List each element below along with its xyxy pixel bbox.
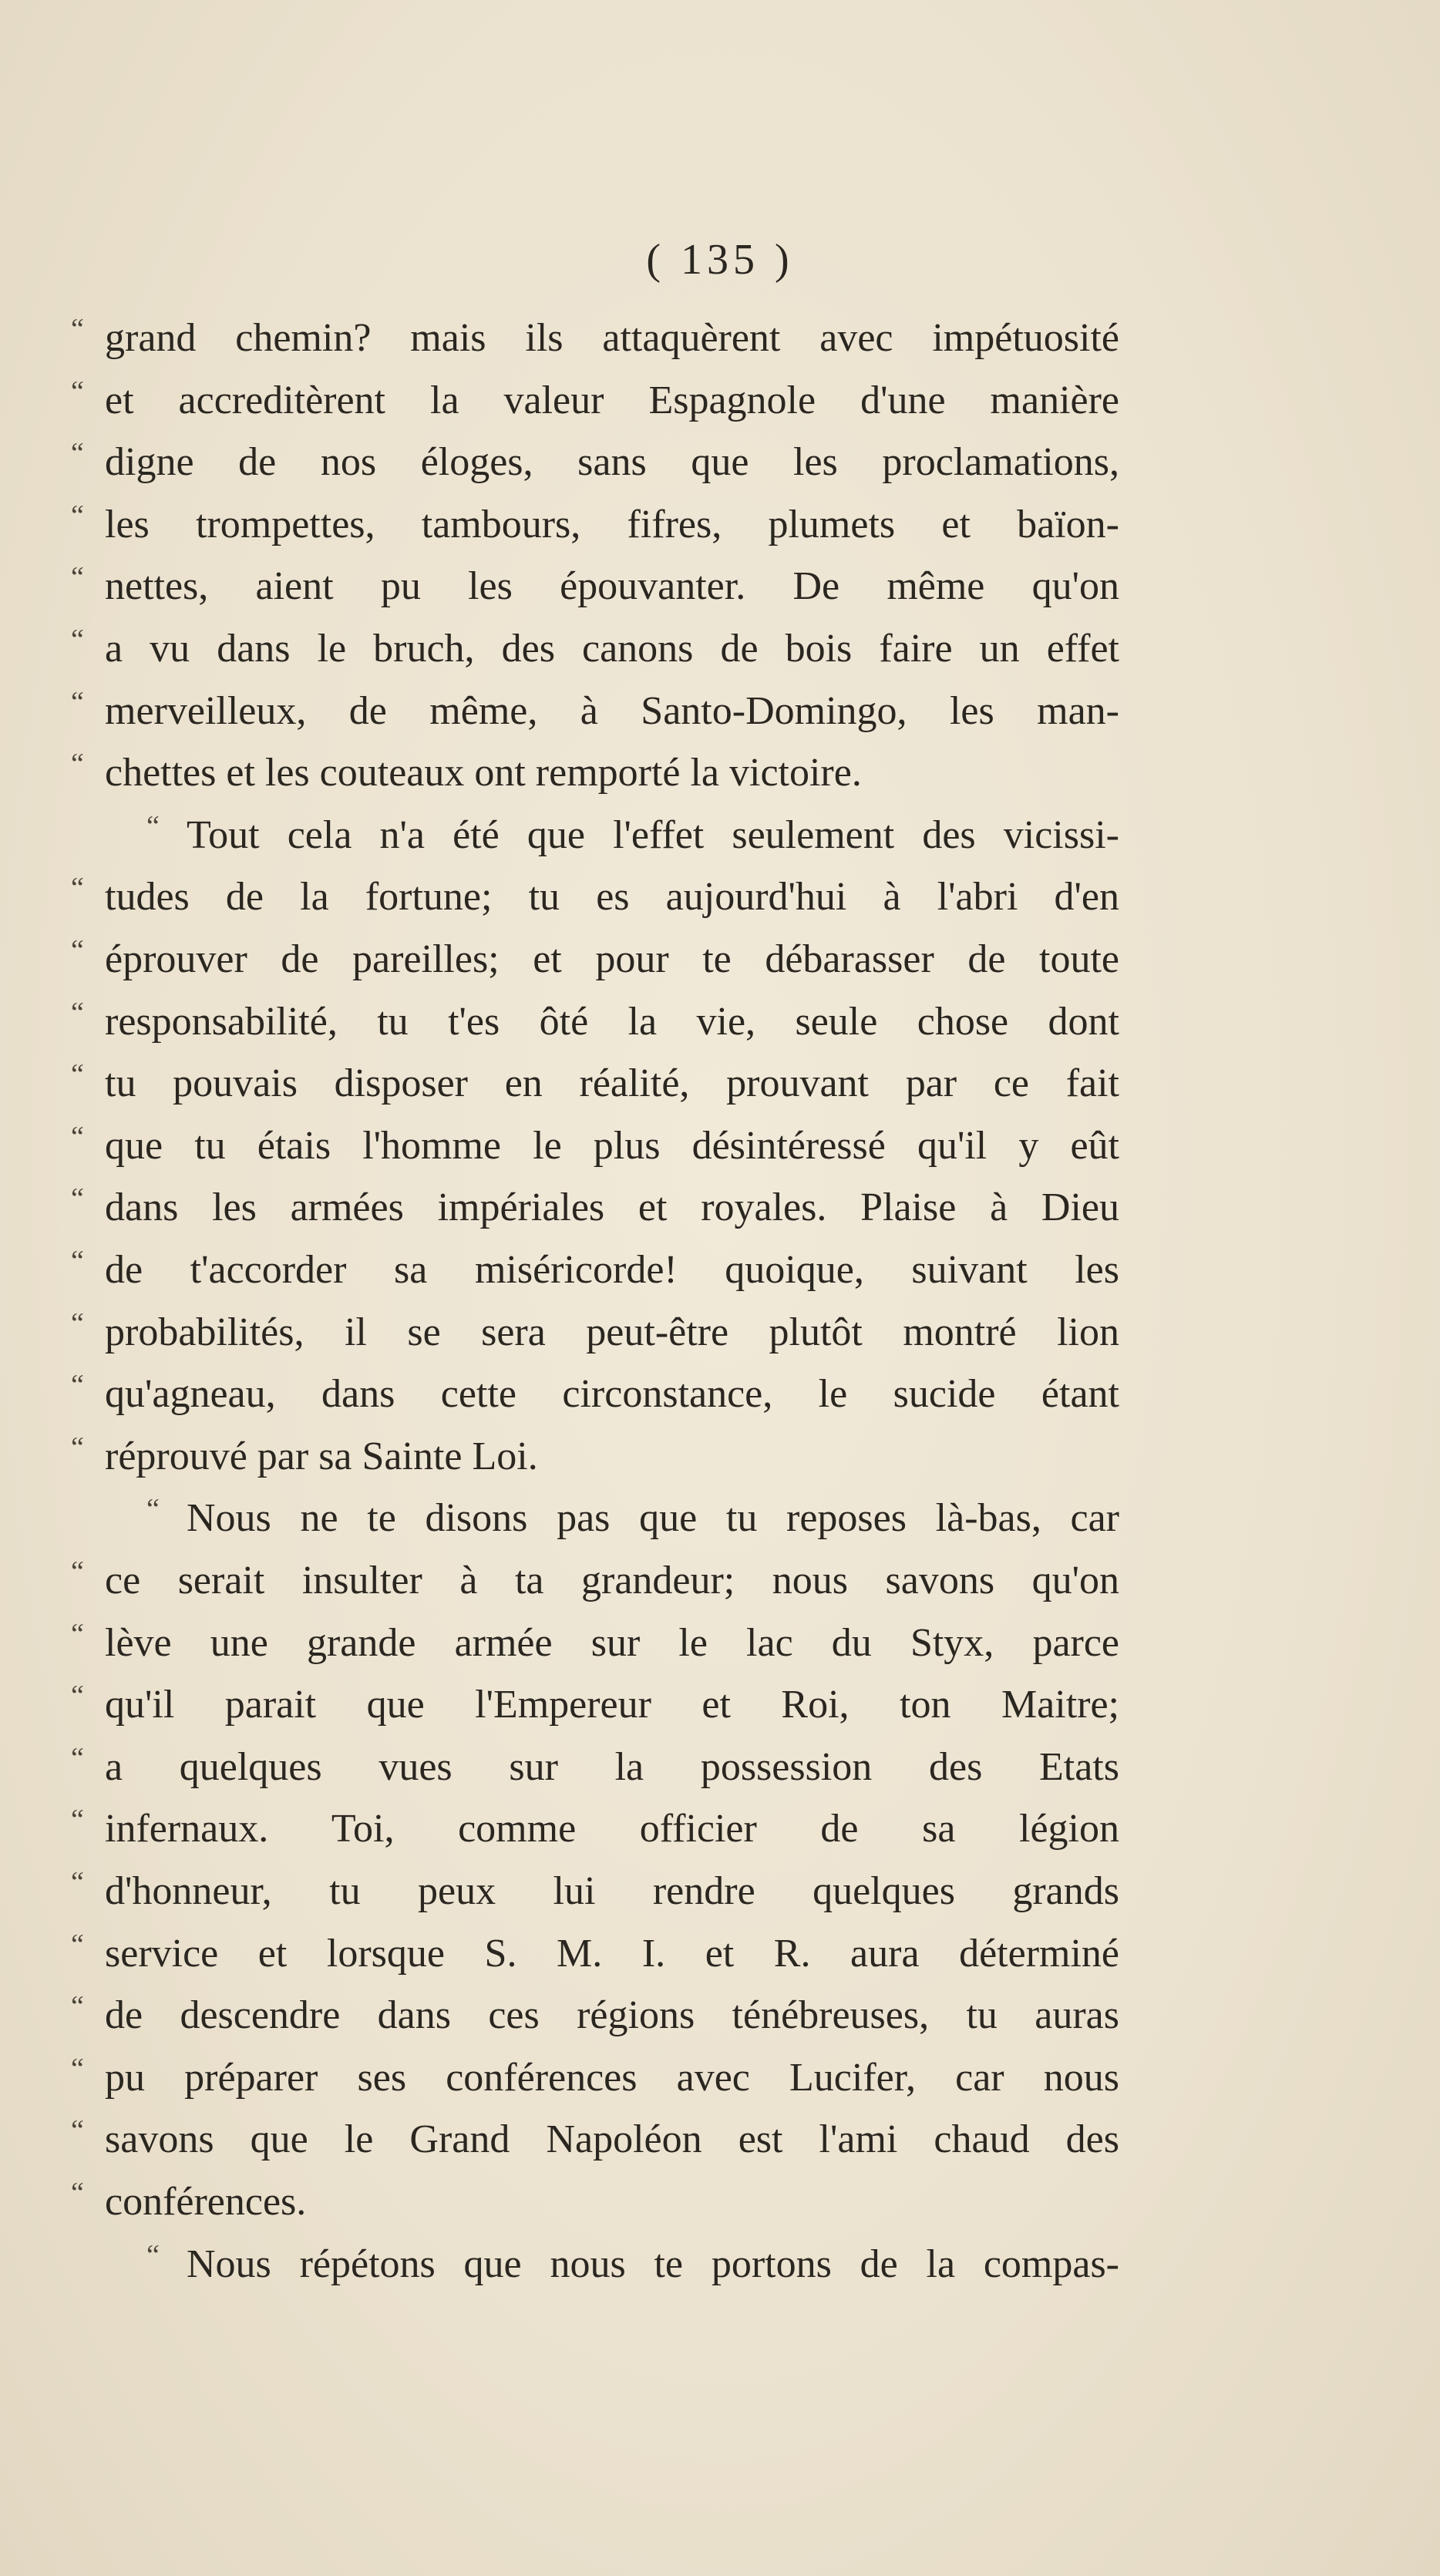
- text-line: [71, 436, 1119, 493]
- text-line: [71, 312, 1119, 369]
- text-line: [71, 1182, 1119, 1239]
- quote-mark: “: [71, 1928, 84, 1961]
- quote-mark: “: [71, 996, 84, 1029]
- text-line: [71, 1431, 1119, 1488]
- quote-mark: “: [71, 872, 84, 905]
- line-text: responsabilité, tu t'es ôté la vie, seule chose dont: [105, 999, 1119, 1044]
- line-text: et accreditèrent la valeur Espagnole d'une manière: [105, 378, 1119, 422]
- text-line: [71, 2052, 1119, 2109]
- text-line: [71, 499, 1119, 556]
- quote-mark: “: [71, 1058, 84, 1091]
- line-text: a quelques vues sur la possession des Etats: [105, 1744, 1119, 1789]
- quote-mark: “: [71, 2052, 84, 2085]
- quote-mark: “: [71, 2177, 84, 2209]
- text-line: [71, 1928, 1119, 1985]
- quote-mark: “: [71, 561, 84, 594]
- text-line: [71, 1803, 1119, 1860]
- text-line: [71, 375, 1119, 432]
- text-line: [71, 2238, 1119, 2295]
- line-text: éprouver de pareilles; et pour te débarasser de toute: [105, 937, 1119, 981]
- quote-mark: “: [71, 1245, 84, 1277]
- line-text: lève une grande armée sur le lac du Styx, parce: [105, 1620, 1119, 1665]
- quote-mark: “: [71, 685, 84, 718]
- quote-mark: “: [71, 1741, 84, 1774]
- quote-mark: “: [71, 1866, 84, 1898]
- line-text: Nous ne te disons pas que tu reposes là-bas, car: [187, 1496, 1119, 1541]
- page-number: ( 135 ): [646, 236, 794, 284]
- line-text: a vu dans le bruch, des canons de bois faire un effet: [105, 627, 1119, 671]
- quote-mark: “: [71, 437, 84, 470]
- line-text: conférences.: [105, 2180, 307, 2224]
- quote-mark: “: [71, 934, 84, 967]
- quote-mark: “: [71, 1617, 84, 1650]
- line-text: tu pouvais disposer en réalité, prouvant par ce fait: [105, 1061, 1119, 1106]
- line-text: grand chemin? mais ils attaquèrent avec impétuosité: [105, 316, 1119, 360]
- text-line: [71, 1679, 1119, 1736]
- line-text: de descendre dans ces régions ténébreuses, tu auras: [105, 1993, 1119, 2038]
- quote-mark: “: [146, 809, 160, 842]
- line-text: dans les armées impériales et royales. Plaise à Dieu: [105, 1185, 1119, 1230]
- text-line: [71, 1120, 1119, 1177]
- text-line: [71, 560, 1119, 617]
- quote-mark: “: [71, 2114, 84, 2147]
- quote-mark: “: [71, 1680, 84, 1713]
- quote-mark: “: [71, 499, 84, 532]
- line-text: probabilités, il se sera peut-être plutôt montré lion: [105, 1310, 1119, 1354]
- quote-mark: “: [71, 1804, 84, 1837]
- line-text: pu préparer ses conférences avec Lucifer, car nous: [105, 2055, 1119, 2100]
- text-line: [71, 1058, 1119, 1115]
- line-text: réprouvé par sa Sainte Loi.: [105, 1434, 538, 1478]
- text-line: [71, 1555, 1119, 1612]
- line-text: nettes, aient pu les épouvanter. De même qu'on: [105, 564, 1119, 609]
- text-line: [71, 933, 1119, 990]
- line-text: ce serait insulter à ta grandeur; nous savons qu'on: [105, 1559, 1119, 1602]
- quote-mark: “: [71, 313, 84, 345]
- quote-mark: “: [71, 1306, 84, 1340]
- line-text: digne de nos éloges, sans que les proclamations,: [105, 440, 1119, 485]
- quote-mark: “: [71, 1431, 84, 1464]
- text-line: [71, 747, 1119, 804]
- line-text: d'honneur, tu peux lui rendre quelques grands: [105, 1869, 1119, 1913]
- text-line: [71, 1865, 1119, 1922]
- quote-mark: “: [71, 1120, 84, 1153]
- quote-mark: “: [71, 1182, 84, 1216]
- text-line: [71, 1306, 1119, 1364]
- quote-mark: “: [71, 375, 84, 408]
- line-text: qu'il parait que l'Empereur et Roi, ton Maitre;: [105, 1683, 1119, 1727]
- quote-mark: “: [71, 748, 84, 781]
- text-line: [71, 1368, 1119, 1425]
- line-text: Tout cela n'a été que l'effet seulement des vicissi-: [187, 812, 1119, 857]
- line-text: Nous répétons que nous te portons de la compas-: [187, 2241, 1119, 2286]
- quote-mark: “: [71, 1555, 84, 1588]
- line-text: savons que le Grand Napoléon est l'ami chaud des: [105, 2117, 1119, 2162]
- quote-mark: “: [146, 1493, 160, 1526]
- line-text: tudes de la fortune; tu es aujourd'hui à l'abri d'en: [105, 875, 1119, 920]
- text-line: [71, 996, 1119, 1053]
- line-text: que tu étais l'homme le plus désintéressé qu'il y eût: [105, 1123, 1119, 1168]
- line-text: chettes et les couteaux ont remporté la victoire.: [105, 751, 862, 795]
- quote-mark: “: [71, 624, 84, 656]
- text-line: [71, 623, 1119, 680]
- text-line: [71, 685, 1119, 742]
- text-line: [71, 2176, 1119, 2233]
- text-line: [71, 1244, 1119, 1301]
- quote-mark: “: [71, 1990, 84, 2023]
- text-line: [71, 1741, 1119, 1798]
- quote-mark: “: [146, 2238, 160, 2272]
- line-text: service et lorsque S. M. I. et R. aura déterminé: [105, 1931, 1119, 1976]
- text-line: [71, 871, 1119, 928]
- line-text: infernaux. Toi, comme officier de sa légion: [105, 1807, 1119, 1851]
- text-line: [71, 1989, 1119, 2046]
- quote-mark: “: [71, 1369, 84, 1402]
- line-text: de t'accorder sa miséricorde! quoique, suivant les: [105, 1248, 1119, 1292]
- text-line: [71, 2114, 1119, 2171]
- line-text: merveilleux, de même, à Santo-Domingo, les man-: [105, 688, 1119, 733]
- line-text: qu'agneau, dans cette circonstance, le sucide étant: [105, 1372, 1119, 1417]
- line-text: les trompettes, tambours, fifres, plumets et baïon-: [105, 502, 1119, 546]
- text-line: [71, 1617, 1119, 1674]
- text-line: [71, 1492, 1119, 1549]
- text-line: [71, 809, 1119, 866]
